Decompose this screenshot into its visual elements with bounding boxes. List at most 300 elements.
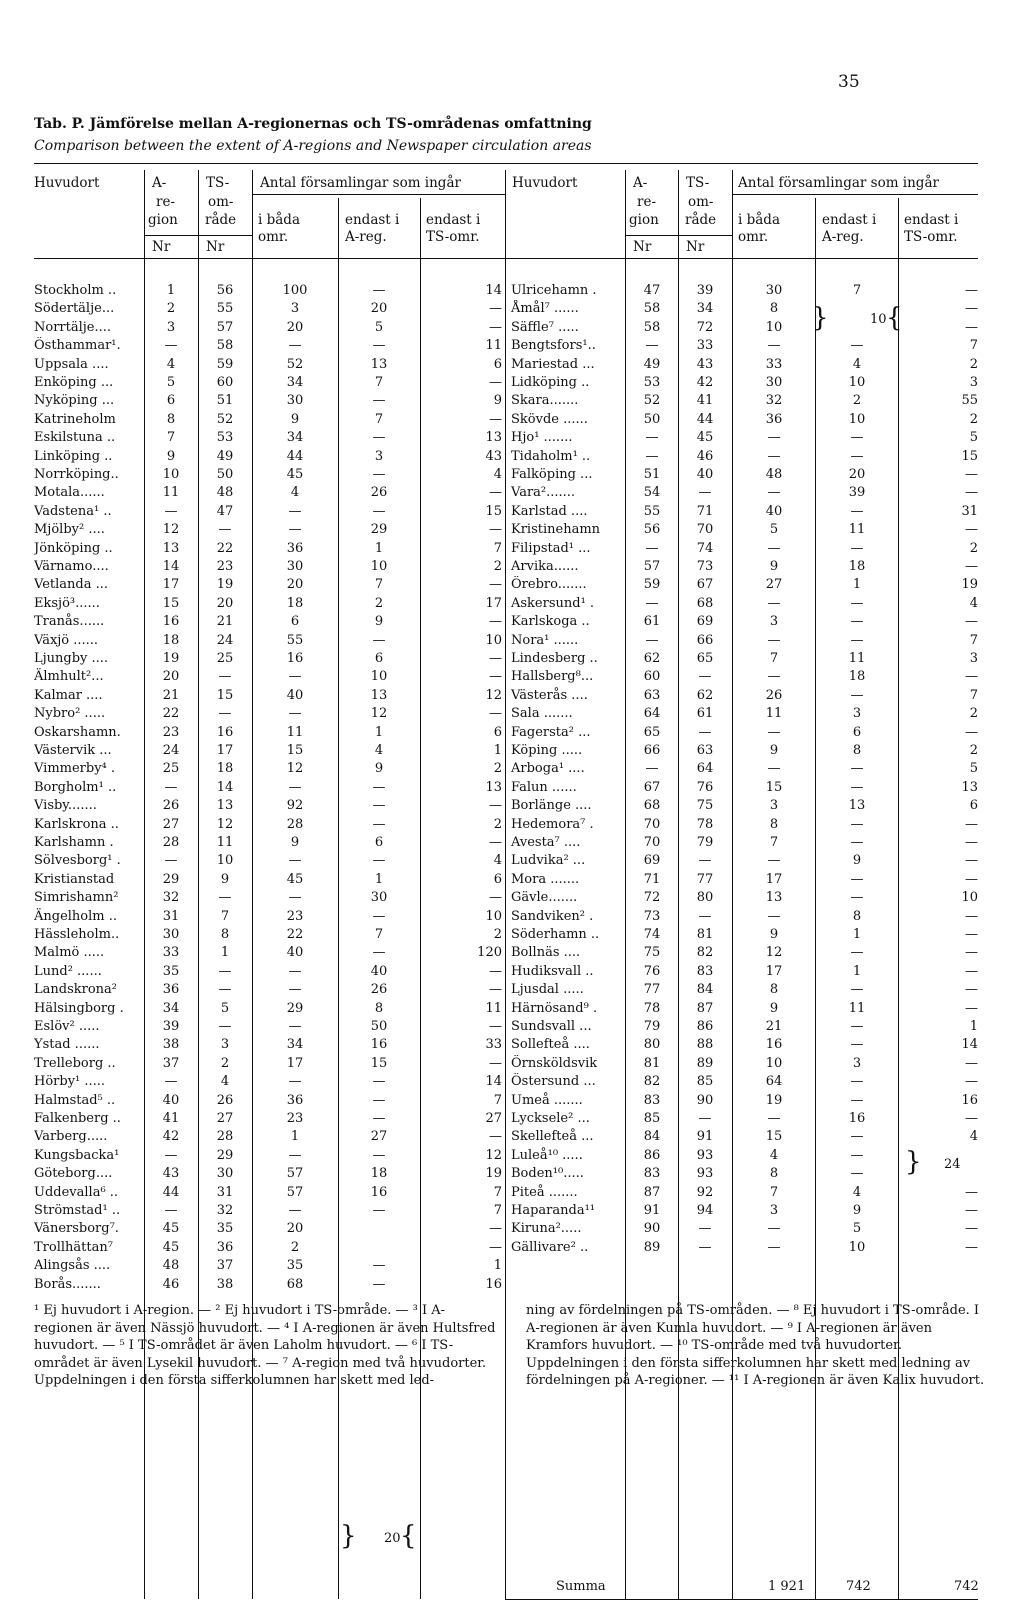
- cell-a-only: 9: [852, 1203, 862, 1218]
- brace-lulea-value: 24: [944, 1157, 961, 1172]
- cell-ts-nr: 57: [216, 319, 234, 335]
- cell-a-only: —: [372, 467, 386, 482]
- cell-ts-nr: 51: [216, 393, 234, 409]
- cell-a-only: —: [372, 779, 386, 795]
- cell-a-only: 7: [374, 411, 384, 427]
- cell-ts-nr: 92: [696, 1184, 714, 1200]
- footnotes-right: [526, 1302, 986, 1390]
- antal-rule-right: [732, 194, 978, 195]
- header-antal-right: Antal församlingar som ingår: [738, 175, 939, 191]
- cell-a-nr: 86: [643, 1147, 661, 1163]
- table-row: [0, 374, 1024, 392]
- cell-both: 3: [769, 1203, 779, 1218]
- header-nr-a-r: Nr: [633, 239, 652, 255]
- header-a-region-2: re-: [156, 194, 176, 210]
- cell-ts-nr: 44: [696, 411, 714, 427]
- cell-ts-nr: 93: [696, 1166, 714, 1182]
- cell-ts-nr: 22: [216, 540, 234, 556]
- table-row: [0, 1018, 1024, 1036]
- cell-both: 9: [769, 927, 779, 942]
- cell-huvudort: Sandviken² .: [511, 908, 594, 924]
- cell-a-nr: 20: [162, 669, 180, 685]
- cell-both: 34: [286, 430, 304, 446]
- cell-both: 12: [765, 945, 783, 961]
- cell-ts-only: 6: [493, 356, 502, 372]
- cell-a-only: —: [372, 338, 386, 354]
- cell-both: 36: [286, 1092, 304, 1108]
- cell-a-nr: 73: [643, 908, 661, 924]
- cell-both: —: [767, 761, 781, 777]
- cell-huvudort: Hudiksvall ..: [511, 963, 594, 979]
- cell-a-nr: 40: [162, 1092, 180, 1108]
- cell-ts-only: 4: [969, 1129, 978, 1145]
- cell-ts-nr: —: [698, 1111, 712, 1126]
- cell-ts-nr: 14: [216, 779, 234, 795]
- cell-both: 3: [290, 301, 300, 317]
- cell-a-nr: 29: [162, 871, 180, 887]
- cell-ts-only: 13: [485, 779, 502, 795]
- header-i-bada-1-r: i båda: [738, 212, 780, 228]
- cell-both: 16: [765, 1037, 783, 1053]
- cell-a-only: —: [850, 1147, 864, 1163]
- cell-a-only: 10: [370, 559, 388, 574]
- cell-ts-nr: 34: [696, 301, 714, 317]
- table-row: [0, 448, 1024, 466]
- cell-huvudort: Fagersta² ...: [511, 724, 591, 740]
- cell-a-only: 16: [848, 1111, 866, 1126]
- table-row: [0, 503, 1024, 521]
- cell-ts-nr: 55: [216, 301, 234, 317]
- cell-a-nr: —: [164, 503, 178, 519]
- cell-both: 23: [286, 1111, 304, 1126]
- cell-ts-nr: 66: [696, 632, 714, 648]
- cell-ts-nr: 10: [216, 853, 234, 869]
- cell-both: 8: [769, 1166, 779, 1182]
- table-row: [0, 981, 1024, 999]
- cell-a-nr: 74: [643, 927, 661, 942]
- cell-ts-nr: 35: [216, 1221, 234, 1237]
- cell-ts-nr: 36: [216, 1239, 234, 1255]
- cell-ts-only: —: [489, 485, 502, 501]
- cell-ts-nr: 46: [696, 448, 714, 464]
- cell-ts-nr: 93: [696, 1147, 714, 1163]
- cell-ts-only: 17: [485, 595, 502, 611]
- cell-both: —: [767, 632, 781, 648]
- cell-huvudort: Västerås ....: [511, 687, 588, 703]
- cell-ts-only: —: [489, 375, 502, 390]
- cell-a-nr: 64: [643, 706, 661, 722]
- cell-a-nr: —: [164, 779, 178, 795]
- cell-a-only: —: [372, 816, 386, 832]
- header-a-region-2-r: re-: [637, 194, 657, 210]
- cell-a-only: 11: [848, 1000, 866, 1016]
- cell-ts-only: 10: [485, 908, 502, 924]
- cell-huvudort: Jönköping ..: [34, 540, 113, 556]
- cell-ts-nr: 13: [216, 798, 234, 814]
- cell-ts-nr: 29: [216, 1147, 234, 1163]
- cell-huvudort: Lindesberg ..: [511, 651, 598, 666]
- cell-a-only: —: [850, 687, 864, 703]
- table-row: [0, 613, 1024, 631]
- cell-both: 9: [769, 559, 779, 574]
- cell-a-nr: 32: [162, 890, 180, 906]
- cell-a-only: 15: [370, 1055, 388, 1071]
- header-ts-1: TS-: [206, 175, 230, 191]
- cell-both: —: [288, 522, 302, 538]
- cell-ts-nr: 37: [216, 1258, 234, 1274]
- brace-amal-value: 10: [870, 312, 887, 327]
- cell-both: 15: [765, 779, 783, 795]
- cell-both: —: [767, 430, 781, 446]
- table-row: [0, 705, 1024, 723]
- cell-ts-only: 2: [493, 927, 502, 942]
- cell-a-nr: 87: [643, 1184, 661, 1200]
- cell-huvudort: Stockholm ..: [34, 283, 117, 298]
- header-nr-a: Nr: [152, 239, 171, 255]
- table-subtitle: Comparison between the extent of A-regions and Newspaper circulation areas: [34, 138, 592, 154]
- cell-huvudort: Gällivare² ..: [511, 1239, 589, 1255]
- header-a-region-1-r: A-: [633, 175, 648, 191]
- cell-ts-only: 55: [961, 393, 978, 409]
- cell-ts-only: —: [965, 467, 978, 482]
- cell-both: 4: [290, 485, 300, 501]
- cell-a-only: 6: [374, 651, 384, 666]
- cell-huvudort: Sölvesborg¹ .: [34, 853, 121, 869]
- cell-both: 20: [286, 577, 304, 593]
- cell-a-only: —: [372, 945, 386, 961]
- table-row: [0, 1184, 1024, 1202]
- cell-a-only: 39: [848, 485, 866, 501]
- cell-huvudort: Karlskoga ..: [511, 614, 590, 630]
- cell-both: —: [767, 338, 781, 354]
- cell-ts-nr: 53: [216, 430, 234, 446]
- header-endast-a-2: A-reg.: [345, 229, 387, 245]
- cell-huvudort: Kristinehamn: [511, 522, 601, 538]
- cell-ts-nr: 16: [216, 724, 234, 740]
- cell-ts-nr: 31: [216, 1184, 234, 1200]
- cell-a-nr: 54: [643, 485, 661, 501]
- cell-ts-nr: 76: [696, 779, 714, 795]
- header-endast-ts-1-r: endast i: [904, 212, 959, 228]
- cell-ts-nr: 50: [216, 467, 234, 482]
- cell-a-nr: 45: [162, 1239, 180, 1255]
- cell-a-only: 7: [374, 577, 384, 593]
- cell-both: —: [288, 853, 302, 869]
- cell-ts-only: —: [965, 614, 978, 630]
- header-endast-a-2-r: A-reg.: [822, 229, 864, 245]
- header-endast-ts-1: endast i: [426, 212, 481, 228]
- table-row: [0, 484, 1024, 502]
- cell-ts-only: —: [489, 1019, 502, 1034]
- cell-huvudort: Södertälje...: [34, 301, 115, 317]
- cell-huvudort: Luleå¹⁰ .....: [511, 1147, 583, 1163]
- cell-a-only: 13: [370, 356, 388, 372]
- cell-a-only: —: [372, 908, 386, 924]
- cell-both: —: [288, 338, 302, 354]
- cell-both: —: [288, 1074, 302, 1090]
- cell-huvudort: Vimmerby⁴ .: [34, 761, 116, 777]
- cell-a-nr: 1: [166, 283, 176, 298]
- table-row: [0, 724, 1024, 742]
- cell-ts-only: —: [489, 1129, 502, 1145]
- cell-a-nr: 71: [643, 871, 661, 887]
- table-row: [0, 595, 1024, 613]
- cell-huvudort: Lidköping ..: [511, 375, 590, 390]
- cell-ts-nr: —: [698, 1221, 712, 1237]
- cell-huvudort: Falköping ...: [511, 467, 593, 482]
- cell-both: —: [767, 908, 781, 924]
- header-a-region-1: A-: [152, 175, 167, 191]
- cell-a-only: —: [850, 595, 864, 611]
- cell-huvudort: Trollhättan⁷: [34, 1239, 113, 1255]
- cell-a-only: 4: [852, 356, 862, 372]
- header-a-region-3: gion: [148, 212, 178, 228]
- cell-a-only: —: [850, 945, 864, 961]
- cell-ts-nr: 19: [216, 577, 234, 593]
- cell-a-only: 10: [848, 375, 866, 390]
- cell-both: 30: [765, 375, 783, 390]
- cell-ts-nr: 65: [696, 651, 714, 666]
- cell-a-only: 26: [370, 485, 388, 501]
- cell-huvudort: Vetlanda ...: [34, 577, 108, 593]
- cell-ts-only: 2: [969, 411, 978, 427]
- cell-a-nr: 70: [643, 816, 661, 832]
- cell-a-nr: 7: [166, 430, 176, 446]
- cell-ts-nr: 89: [696, 1055, 714, 1071]
- cell-both: 6: [290, 614, 300, 630]
- cell-ts-nr: 72: [696, 319, 714, 335]
- cell-both: 35: [286, 1258, 304, 1274]
- cell-ts-only: 11: [485, 338, 502, 354]
- cell-huvudort: Hälsingborg .: [34, 1000, 124, 1016]
- cell-a-only: 20: [370, 301, 388, 317]
- cell-a-nr: 76: [643, 963, 661, 979]
- cell-a-nr: 60: [643, 669, 661, 685]
- cell-ts-nr: —: [698, 908, 712, 924]
- cell-huvudort: Lund² ......: [34, 963, 102, 979]
- header-endast-ts-2-r: TS-omr.: [904, 229, 958, 245]
- table-row: [0, 1220, 1024, 1238]
- cell-both: —: [288, 706, 302, 722]
- cell-ts-only: 2: [969, 743, 978, 758]
- table-row: [0, 963, 1024, 981]
- cell-ts-nr: 64: [696, 761, 714, 777]
- header-antal-left: Antal församlingar som ingår: [260, 175, 461, 191]
- cell-huvudort: Värnamo....: [34, 559, 109, 574]
- cell-both: 9: [290, 835, 300, 850]
- cell-a-only: —: [372, 430, 386, 446]
- cell-both: 64: [765, 1074, 783, 1090]
- cell-a-nr: 4: [166, 356, 176, 372]
- cell-ts-nr: —: [218, 963, 232, 979]
- table-row: [0, 668, 1024, 686]
- brace-left: }: [340, 1521, 357, 1551]
- brace-left-value: 20: [384, 1531, 401, 1546]
- table-row: [0, 944, 1024, 962]
- cell-a-only: 27: [370, 1129, 388, 1145]
- table-row: [0, 1055, 1024, 1073]
- summa-label: Summa: [556, 1579, 606, 1594]
- cell-a-only: 26: [370, 982, 388, 998]
- cell-ts-only: —: [489, 522, 502, 538]
- cell-both: 9: [769, 743, 779, 758]
- cell-a-only: 5: [852, 1221, 862, 1237]
- cell-a-nr: 27: [162, 816, 180, 832]
- cell-a-only: —: [850, 779, 864, 795]
- cell-both: 7: [769, 651, 779, 666]
- cell-ts-nr: 5: [220, 1000, 230, 1016]
- table-row: [0, 889, 1024, 907]
- cell-ts-only: 12: [485, 1147, 502, 1163]
- cell-ts-nr: 60: [216, 375, 234, 390]
- cell-ts-nr: —: [698, 724, 712, 740]
- table-row: [0, 576, 1024, 594]
- cell-a-only: 1: [852, 927, 862, 942]
- table-row: [0, 1257, 1024, 1275]
- cell-both: 17: [765, 871, 783, 887]
- cell-ts-only: —: [965, 853, 978, 869]
- table-row: [0, 1202, 1024, 1220]
- cell-a-nr: 82: [643, 1074, 661, 1090]
- cell-ts-nr: 32: [216, 1203, 234, 1218]
- cell-ts-nr: —: [218, 1019, 232, 1034]
- cell-ts-only: —: [489, 614, 502, 630]
- cell-ts-nr: 47: [216, 503, 234, 519]
- cell-ts-nr: 39: [696, 283, 714, 298]
- cell-huvudort: Varberg.....: [34, 1129, 108, 1145]
- cell-a-only: 8: [852, 743, 862, 758]
- cell-huvudort: Oskarshamn.: [34, 724, 121, 740]
- cell-a-only: 1: [374, 871, 384, 887]
- cell-a-nr: 15: [162, 595, 180, 611]
- cell-ts-nr: 75: [696, 798, 714, 814]
- cell-a-nr: 24: [162, 743, 180, 758]
- cell-huvudort: Filipstad¹ ...: [511, 540, 591, 556]
- cell-both: 27: [765, 577, 783, 593]
- cell-both: 11: [765, 706, 783, 722]
- cell-a-nr: 45: [162, 1221, 180, 1237]
- cell-ts-nr: 70: [696, 522, 714, 538]
- cell-a-only: 4: [852, 1184, 862, 1200]
- cell-ts-nr: 61: [696, 706, 714, 722]
- cell-huvudort: Norrköping..: [34, 467, 119, 482]
- cell-a-nr: 5: [166, 375, 176, 390]
- cell-both: 12: [286, 761, 304, 777]
- cell-ts-only: —: [965, 963, 978, 979]
- cell-a-nr: 61: [643, 614, 661, 630]
- cell-ts-only: 7: [493, 1092, 502, 1108]
- cell-huvudort: Haparanda¹¹: [511, 1203, 595, 1218]
- cell-ts-only: 5: [969, 761, 978, 777]
- cell-huvudort: Falun ......: [511, 779, 577, 795]
- table-row: [0, 1276, 1024, 1294]
- cell-ts-nr: —: [218, 982, 232, 998]
- cell-a-nr: —: [164, 1074, 178, 1090]
- cell-ts-only: 13: [961, 779, 978, 795]
- cell-ts-nr: 87: [696, 1000, 714, 1016]
- cell-both: 44: [286, 448, 304, 464]
- cell-huvudort: Mariestad ...: [511, 356, 595, 372]
- cell-ts-nr: 9: [220, 871, 230, 887]
- cell-ts-nr: 52: [216, 411, 234, 427]
- cell-a-only: —: [372, 283, 386, 298]
- cell-huvudort: Katrineholm: [34, 411, 116, 427]
- cell-both: 18: [286, 595, 304, 611]
- cell-ts-only: —: [965, 982, 978, 998]
- table-row: [0, 356, 1024, 374]
- cell-a-only: 8: [852, 908, 862, 924]
- cell-ts-nr: 58: [216, 338, 234, 354]
- cell-huvudort: Boden¹⁰.....: [511, 1166, 584, 1182]
- cell-huvudort: Bollnäs ....: [511, 945, 581, 961]
- cell-huvudort: Borlänge ....: [511, 798, 592, 814]
- cell-a-nr: 70: [643, 835, 661, 850]
- cell-both: 20: [286, 1221, 304, 1237]
- cell-both: 57: [286, 1184, 304, 1200]
- cell-both: 33: [765, 356, 783, 372]
- cell-a-only: 12: [370, 706, 388, 722]
- cell-a-nr: 35: [162, 963, 180, 979]
- cell-ts-nr: —: [698, 853, 712, 869]
- cell-huvudort: Hedemora⁷ .: [511, 816, 594, 832]
- cell-ts-only: —: [489, 1055, 502, 1071]
- cell-huvudort: Ängelholm ..: [34, 908, 118, 924]
- cell-ts-nr: 73: [696, 559, 714, 574]
- header-bottom-rule: [34, 258, 978, 259]
- cell-ts-nr: 25: [216, 651, 234, 666]
- cell-both: —: [767, 540, 781, 556]
- table-row: [0, 466, 1024, 484]
- cell-a-only: —: [372, 853, 386, 869]
- cell-both: —: [767, 1221, 781, 1237]
- antal-rule-left: [252, 194, 505, 195]
- cell-a-nr: 10: [162, 467, 180, 482]
- cell-a-only: —: [850, 871, 864, 887]
- cell-a-only: 3: [852, 1055, 862, 1071]
- cell-ts-only: —: [489, 1239, 502, 1255]
- cell-a-nr: 78: [643, 1000, 661, 1016]
- cell-a-only: 30: [370, 890, 388, 906]
- cell-huvudort: Gävle.......: [511, 890, 578, 906]
- cell-huvudort: Mjölby² ....: [34, 522, 105, 538]
- cell-both: 34: [286, 1037, 304, 1053]
- cell-a-nr: 23: [162, 724, 180, 740]
- cell-huvudort: Uddevalla⁶ ..: [34, 1184, 119, 1200]
- table-row: [0, 1147, 1024, 1165]
- cell-a-only: 40: [370, 963, 388, 979]
- cell-ts-only: 7: [969, 687, 978, 703]
- cell-a-nr: 48: [162, 1258, 180, 1274]
- cell-ts-only: 1: [493, 743, 502, 758]
- cell-a-only: 1: [374, 540, 384, 556]
- cell-ts-only: 3: [969, 651, 978, 666]
- cell-huvudort: Sundsvall ...: [511, 1019, 592, 1034]
- cell-ts-nr: 49: [216, 448, 234, 464]
- cell-a-only: 10: [370, 669, 388, 685]
- header-i-bada-2: omr.: [258, 229, 289, 245]
- cell-a-only: —: [850, 1092, 864, 1108]
- cell-a-nr: 22: [162, 706, 180, 722]
- table-row: [0, 1036, 1024, 1054]
- cell-huvudort: Nora¹ ......: [511, 632, 579, 648]
- table-row: [0, 392, 1024, 410]
- cell-both: 8: [769, 982, 779, 998]
- cell-a-nr: 17: [162, 577, 180, 593]
- cell-both: 16: [286, 651, 304, 666]
- cell-a-only: 50: [370, 1019, 388, 1034]
- cell-a-only: —: [372, 632, 386, 648]
- cell-both: 15: [765, 1129, 783, 1145]
